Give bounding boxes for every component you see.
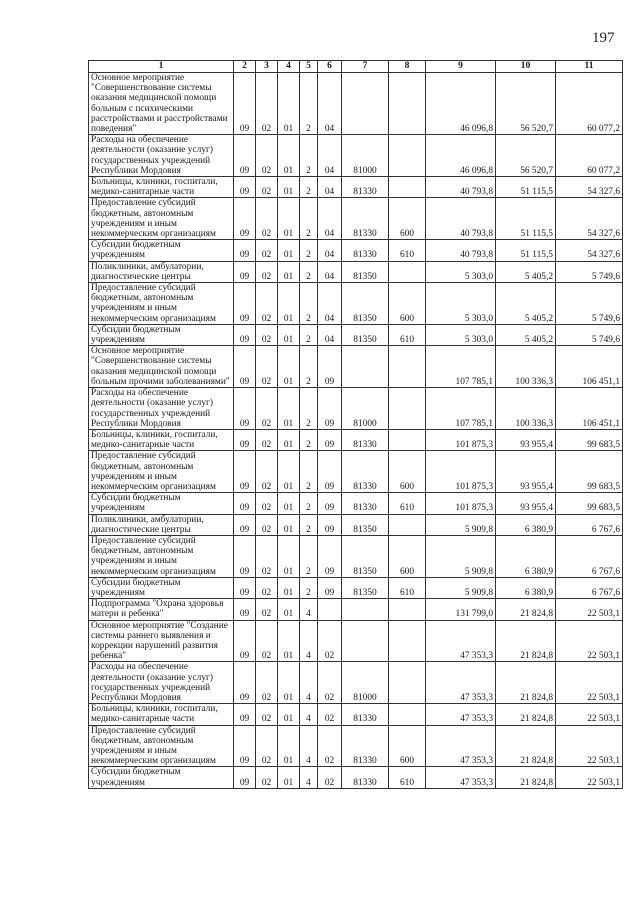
item-name: Больницы, клиники, госпитали, медико-санитарные части xyxy=(89,704,234,725)
table-row xyxy=(89,599,623,620)
code-cell: 02 xyxy=(256,514,278,535)
amount-cell: 99 683,5 xyxy=(556,451,623,493)
amount-cell: 107 785,1 xyxy=(426,388,496,430)
item-name: Расходы на обеспечение деятельности (оказание услуг) государственных учреждений Республики Мордовия xyxy=(89,388,234,430)
code-cell: 01 xyxy=(278,324,300,345)
code-cell: 81330 xyxy=(342,451,389,493)
code-cell: 01 xyxy=(278,599,300,620)
code-cell: 2 xyxy=(300,283,318,325)
code-cell xyxy=(318,599,342,620)
amount-cell: 54 327,6 xyxy=(556,177,623,198)
amount-cell: 47 353,3 xyxy=(426,725,496,767)
code-cell: 09 xyxy=(234,704,256,725)
amount-cell: 21 824,8 xyxy=(496,662,556,704)
code-cell: 09 xyxy=(234,261,256,282)
item-name: Основное мероприятие "Совершенствование системы оказания медицинской помощи больным прочими заболеваниями" xyxy=(89,346,234,388)
code-cell: 610 xyxy=(389,493,426,514)
code-cell: 02 xyxy=(256,704,278,725)
code-cell: 09 xyxy=(234,620,256,662)
amount-cell: 21 824,8 xyxy=(496,725,556,767)
code-cell: 2 xyxy=(300,514,318,535)
amount-cell: 101 875,3 xyxy=(426,451,496,493)
code-cell: 01 xyxy=(278,198,300,240)
code-cell xyxy=(389,73,426,135)
amount-cell: 5 303,0 xyxy=(426,324,496,345)
table-row xyxy=(89,620,623,662)
code-cell: 09 xyxy=(234,577,256,598)
code-cell: 09 xyxy=(318,514,342,535)
code-cell: 02 xyxy=(256,577,278,598)
amount-cell: 22 503,1 xyxy=(556,599,623,620)
code-cell xyxy=(389,135,426,177)
code-cell: 09 xyxy=(318,577,342,598)
item-name: Субсидии бюджетным учреждениям xyxy=(89,493,234,514)
code-cell: 09 xyxy=(234,451,256,493)
code-cell: 04 xyxy=(318,135,342,177)
item-name: Предоставление субсидий бюджетным, автономным учреждениям и иным некоммерческим организациям xyxy=(89,451,234,493)
amount-cell: 5 909,8 xyxy=(426,514,496,535)
table-row xyxy=(89,704,623,725)
code-cell: 09 xyxy=(318,451,342,493)
code-cell: 600 xyxy=(389,535,426,577)
code-cell: 01 xyxy=(278,514,300,535)
amount-cell: 60 077,2 xyxy=(556,73,623,135)
amount-cell: 5 405,2 xyxy=(496,283,556,325)
code-cell: 2 xyxy=(300,198,318,240)
table-row xyxy=(89,198,623,240)
code-cell: 2 xyxy=(300,493,318,514)
amount-cell: 5 909,8 xyxy=(426,577,496,598)
code-cell: 04 xyxy=(318,198,342,240)
code-cell: 09 xyxy=(234,240,256,261)
code-cell: 02 xyxy=(256,493,278,514)
code-cell: 81350 xyxy=(342,514,389,535)
code-cell: 81330 xyxy=(342,240,389,261)
code-cell: 02 xyxy=(256,73,278,135)
code-cell: 09 xyxy=(234,198,256,240)
code-cell: 81000 xyxy=(342,135,389,177)
code-cell: 02 xyxy=(256,240,278,261)
item-name: Больницы, клиники, госпитали, медико-санитарные части xyxy=(89,177,234,198)
amount-cell: 40 793,8 xyxy=(426,240,496,261)
code-cell: 01 xyxy=(278,73,300,135)
amount-cell: 51 115,5 xyxy=(496,177,556,198)
code-cell: 2 xyxy=(300,135,318,177)
code-cell: 02 xyxy=(256,662,278,704)
header-cell: 5 xyxy=(300,61,318,73)
amount-cell: 21 824,8 xyxy=(496,620,556,662)
amount-cell: 46 096,8 xyxy=(426,73,496,135)
amount-cell: 131 799,0 xyxy=(426,599,496,620)
code-cell: 81350 xyxy=(342,577,389,598)
code-cell: 2 xyxy=(300,451,318,493)
code-cell: 09 xyxy=(234,283,256,325)
code-cell: 04 xyxy=(318,177,342,198)
code-cell: 81350 xyxy=(342,535,389,577)
code-cell: 02 xyxy=(256,451,278,493)
header-cell: 8 xyxy=(389,61,426,73)
code-cell: 02 xyxy=(256,135,278,177)
table-row xyxy=(89,240,623,261)
code-cell: 02 xyxy=(318,704,342,725)
amount-cell: 5 303,0 xyxy=(426,283,496,325)
code-cell: 4 xyxy=(300,620,318,662)
header-row xyxy=(89,61,623,73)
code-cell: 81330 xyxy=(342,177,389,198)
amount-cell: 51 115,5 xyxy=(496,198,556,240)
amount-cell: 99 683,5 xyxy=(556,493,623,514)
amount-cell: 40 793,8 xyxy=(426,177,496,198)
code-cell: 600 xyxy=(389,451,426,493)
page-number: 197 xyxy=(592,30,615,46)
amount-cell: 60 077,2 xyxy=(556,135,623,177)
amount-cell: 40 793,8 xyxy=(426,198,496,240)
code-cell: 01 xyxy=(278,346,300,388)
amount-cell: 6 380,9 xyxy=(496,514,556,535)
code-cell: 09 xyxy=(234,599,256,620)
code-cell: 2 xyxy=(300,324,318,345)
code-cell: 02 xyxy=(256,283,278,325)
code-cell: 02 xyxy=(256,767,278,788)
code-cell: 02 xyxy=(256,535,278,577)
table-row xyxy=(89,261,623,282)
header-cell: 1 xyxy=(89,61,234,73)
code-cell: 4 xyxy=(300,704,318,725)
code-cell: 09 xyxy=(234,388,256,430)
code-cell: 09 xyxy=(234,346,256,388)
header-cell: 11 xyxy=(556,61,623,73)
table-row xyxy=(89,514,623,535)
code-cell: 600 xyxy=(389,725,426,767)
amount-cell: 6 767,6 xyxy=(556,514,623,535)
code-cell: 02 xyxy=(256,261,278,282)
table-row xyxy=(89,324,623,345)
item-name: Основное мероприятие "Совершенствование системы оказания медицинской помощи больным с психическими расстройствами и расстройствами поведения" xyxy=(89,73,234,135)
amount-cell: 21 824,8 xyxy=(496,767,556,788)
amount-cell: 5 749,6 xyxy=(556,261,623,282)
amount-cell: 47 353,3 xyxy=(426,620,496,662)
amount-cell: 5 749,6 xyxy=(556,283,623,325)
code-cell: 09 xyxy=(234,429,256,450)
code-cell: 2 xyxy=(300,73,318,135)
amount-cell: 54 327,6 xyxy=(556,240,623,261)
code-cell xyxy=(389,704,426,725)
code-cell: 09 xyxy=(318,346,342,388)
code-cell: 81000 xyxy=(342,388,389,430)
code-cell: 01 xyxy=(278,577,300,598)
code-cell: 81350 xyxy=(342,324,389,345)
header-cell: 2 xyxy=(234,61,256,73)
amount-cell: 56 520,7 xyxy=(496,135,556,177)
code-cell xyxy=(389,388,426,430)
code-cell: 01 xyxy=(278,535,300,577)
code-cell: 02 xyxy=(318,620,342,662)
code-cell: 02 xyxy=(256,346,278,388)
table-row xyxy=(89,577,623,598)
amount-cell: 47 353,3 xyxy=(426,662,496,704)
item-name: Больницы, клиники, госпитали, медико-санитарные части xyxy=(89,429,234,450)
code-cell: 01 xyxy=(278,429,300,450)
code-cell: 01 xyxy=(278,388,300,430)
table-row xyxy=(89,135,623,177)
amount-cell: 47 353,3 xyxy=(426,767,496,788)
item-name: Субсидии бюджетным учреждениям xyxy=(89,767,234,788)
code-cell: 600 xyxy=(389,198,426,240)
code-cell: 04 xyxy=(318,324,342,345)
amount-cell: 21 824,8 xyxy=(496,704,556,725)
header-cell: 7 xyxy=(342,61,389,73)
code-cell: 4 xyxy=(300,725,318,767)
item-name: Предоставление субсидий бюджетным, автономным учреждениям и иным некоммерческим организациям xyxy=(89,198,234,240)
code-cell: 01 xyxy=(278,240,300,261)
code-cell: 4 xyxy=(300,599,318,620)
amount-cell: 22 503,1 xyxy=(556,620,623,662)
header-cell: 6 xyxy=(318,61,342,73)
code-cell: 4 xyxy=(300,767,318,788)
table-row xyxy=(89,451,623,493)
code-cell: 09 xyxy=(318,493,342,514)
amount-cell: 5 749,6 xyxy=(556,324,623,345)
code-cell: 600 xyxy=(389,283,426,325)
code-cell xyxy=(389,620,426,662)
code-cell: 02 xyxy=(318,725,342,767)
code-cell: 09 xyxy=(234,662,256,704)
code-cell: 81330 xyxy=(342,429,389,450)
code-cell: 09 xyxy=(318,388,342,430)
amount-cell: 6 380,9 xyxy=(496,577,556,598)
code-cell: 01 xyxy=(278,620,300,662)
item-name: Поликлиники, амбулатории, диагностические центры xyxy=(89,514,234,535)
code-cell: 02 xyxy=(256,429,278,450)
item-name: Основное мероприятие "Создание системы раннего выявления и коррекции нарушений развития ребенка" xyxy=(89,620,234,662)
code-cell xyxy=(389,261,426,282)
code-cell: 81000 xyxy=(342,662,389,704)
amount-cell: 100 336,3 xyxy=(496,346,556,388)
amount-cell: 93 955,4 xyxy=(496,429,556,450)
item-name: Предоставление субсидий бюджетным, автономным учреждениям и иным некоммерческим организациям xyxy=(89,535,234,577)
code-cell: 2 xyxy=(300,346,318,388)
code-cell: 01 xyxy=(278,177,300,198)
code-cell: 610 xyxy=(389,240,426,261)
amount-cell: 22 503,1 xyxy=(556,767,623,788)
amount-cell: 5 909,8 xyxy=(426,535,496,577)
amount-cell: 5 405,2 xyxy=(496,261,556,282)
amount-cell: 101 875,3 xyxy=(426,429,496,450)
amount-cell: 106 451,1 xyxy=(556,346,623,388)
table-row xyxy=(89,725,623,767)
code-cell xyxy=(342,73,389,135)
header-cell: 3 xyxy=(256,61,278,73)
item-name: Субсидии бюджетным учреждениям xyxy=(89,577,234,598)
budget-table xyxy=(88,60,623,789)
header-cell: 4 xyxy=(278,61,300,73)
code-cell: 01 xyxy=(278,704,300,725)
code-cell: 02 xyxy=(256,620,278,662)
table-row xyxy=(89,767,623,788)
table-row xyxy=(89,346,623,388)
amount-cell: 107 785,1 xyxy=(426,346,496,388)
code-cell: 2 xyxy=(300,577,318,598)
code-cell: 04 xyxy=(318,73,342,135)
code-cell: 09 xyxy=(234,535,256,577)
item-name: Предоставление субсидий бюджетным, автономным учреждениям и иным некоммерческим организациям xyxy=(89,725,234,767)
code-cell: 04 xyxy=(318,240,342,261)
item-name: Поликлиники, амбулатории, диагностические центры xyxy=(89,261,234,282)
code-cell: 09 xyxy=(234,73,256,135)
code-cell: 01 xyxy=(278,261,300,282)
table-row xyxy=(89,662,623,704)
code-cell: 2 xyxy=(300,177,318,198)
amount-cell: 99 683,5 xyxy=(556,429,623,450)
code-cell: 4 xyxy=(300,662,318,704)
table-body xyxy=(89,73,623,789)
code-cell: 09 xyxy=(234,725,256,767)
code-cell: 09 xyxy=(234,135,256,177)
amount-cell: 54 327,6 xyxy=(556,198,623,240)
code-cell xyxy=(389,599,426,620)
amount-cell: 22 503,1 xyxy=(556,725,623,767)
item-name: Субсидии бюджетным учреждениям xyxy=(89,324,234,345)
item-name: Субсидии бюджетным учреждениям xyxy=(89,240,234,261)
code-cell: 02 xyxy=(256,725,278,767)
amount-cell: 5 405,2 xyxy=(496,324,556,345)
code-cell: 02 xyxy=(256,324,278,345)
code-cell: 2 xyxy=(300,240,318,261)
code-cell: 09 xyxy=(234,177,256,198)
amount-cell: 6 767,6 xyxy=(556,535,623,577)
code-cell xyxy=(342,620,389,662)
item-name: Подпрограмма "Охрана здоровья матери и ребенка" xyxy=(89,599,234,620)
code-cell: 09 xyxy=(234,767,256,788)
table-row xyxy=(89,388,623,430)
code-cell: 02 xyxy=(256,198,278,240)
item-name: Предоставление субсидий бюджетным, автономным учреждениям и иным некоммерческим организациям xyxy=(89,283,234,325)
code-cell: 2 xyxy=(300,261,318,282)
table-row xyxy=(89,493,623,514)
code-cell: 02 xyxy=(318,662,342,704)
code-cell: 02 xyxy=(256,177,278,198)
code-cell xyxy=(389,662,426,704)
table-row xyxy=(89,177,623,198)
code-cell: 81330 xyxy=(342,704,389,725)
code-cell xyxy=(342,599,389,620)
amount-cell: 93 955,4 xyxy=(496,451,556,493)
amount-cell: 101 875,3 xyxy=(426,493,496,514)
code-cell: 81350 xyxy=(342,261,389,282)
code-cell: 01 xyxy=(278,767,300,788)
code-cell xyxy=(342,346,389,388)
amount-cell: 100 336,3 xyxy=(496,388,556,430)
amount-cell: 51 115,5 xyxy=(496,240,556,261)
amount-cell: 6 380,9 xyxy=(496,535,556,577)
code-cell: 01 xyxy=(278,493,300,514)
code-cell: 09 xyxy=(318,429,342,450)
code-cell: 610 xyxy=(389,577,426,598)
header-cell: 9 xyxy=(426,61,496,73)
code-cell: 09 xyxy=(318,535,342,577)
amount-cell: 22 503,1 xyxy=(556,662,623,704)
code-cell: 01 xyxy=(278,135,300,177)
amount-cell: 6 767,6 xyxy=(556,577,623,598)
code-cell xyxy=(389,429,426,450)
header-cell: 10 xyxy=(496,61,556,73)
code-cell: 2 xyxy=(300,535,318,577)
code-cell: 02 xyxy=(256,388,278,430)
table-row xyxy=(89,283,623,325)
code-cell: 01 xyxy=(278,283,300,325)
code-cell: 09 xyxy=(234,514,256,535)
item-name: Расходы на обеспечение деятельности (оказание услуг) государственных учреждений Республики Мордовия xyxy=(89,135,234,177)
amount-cell: 22 503,1 xyxy=(556,704,623,725)
code-cell: 09 xyxy=(234,324,256,345)
code-cell: 02 xyxy=(318,767,342,788)
code-cell: 610 xyxy=(389,324,426,345)
code-cell: 01 xyxy=(278,451,300,493)
code-cell: 81330 xyxy=(342,725,389,767)
code-cell: 01 xyxy=(278,662,300,704)
code-cell: 2 xyxy=(300,388,318,430)
code-cell: 81350 xyxy=(342,283,389,325)
code-cell: 81330 xyxy=(342,198,389,240)
code-cell: 04 xyxy=(318,261,342,282)
code-cell: 04 xyxy=(318,283,342,325)
table-row xyxy=(89,429,623,450)
amount-cell: 93 955,4 xyxy=(496,493,556,514)
table-row xyxy=(89,73,623,135)
code-cell: 09 xyxy=(234,493,256,514)
code-cell: 610 xyxy=(389,767,426,788)
code-cell xyxy=(389,346,426,388)
code-cell: 01 xyxy=(278,725,300,767)
amount-cell: 56 520,7 xyxy=(496,73,556,135)
code-cell xyxy=(389,177,426,198)
table-row xyxy=(89,535,623,577)
amount-cell: 106 451,1 xyxy=(556,388,623,430)
item-name: Расходы на обеспечение деятельности (оказание услуг) государственных учреждений Республики Мордовия xyxy=(89,662,234,704)
amount-cell: 5 303,0 xyxy=(426,261,496,282)
code-cell: 02 xyxy=(256,599,278,620)
code-cell: 2 xyxy=(300,429,318,450)
code-cell: 81330 xyxy=(342,767,389,788)
amount-cell: 46 096,8 xyxy=(426,135,496,177)
code-cell: 81330 xyxy=(342,493,389,514)
code-cell xyxy=(389,514,426,535)
amount-cell: 47 353,3 xyxy=(426,704,496,725)
amount-cell: 21 824,8 xyxy=(496,599,556,620)
